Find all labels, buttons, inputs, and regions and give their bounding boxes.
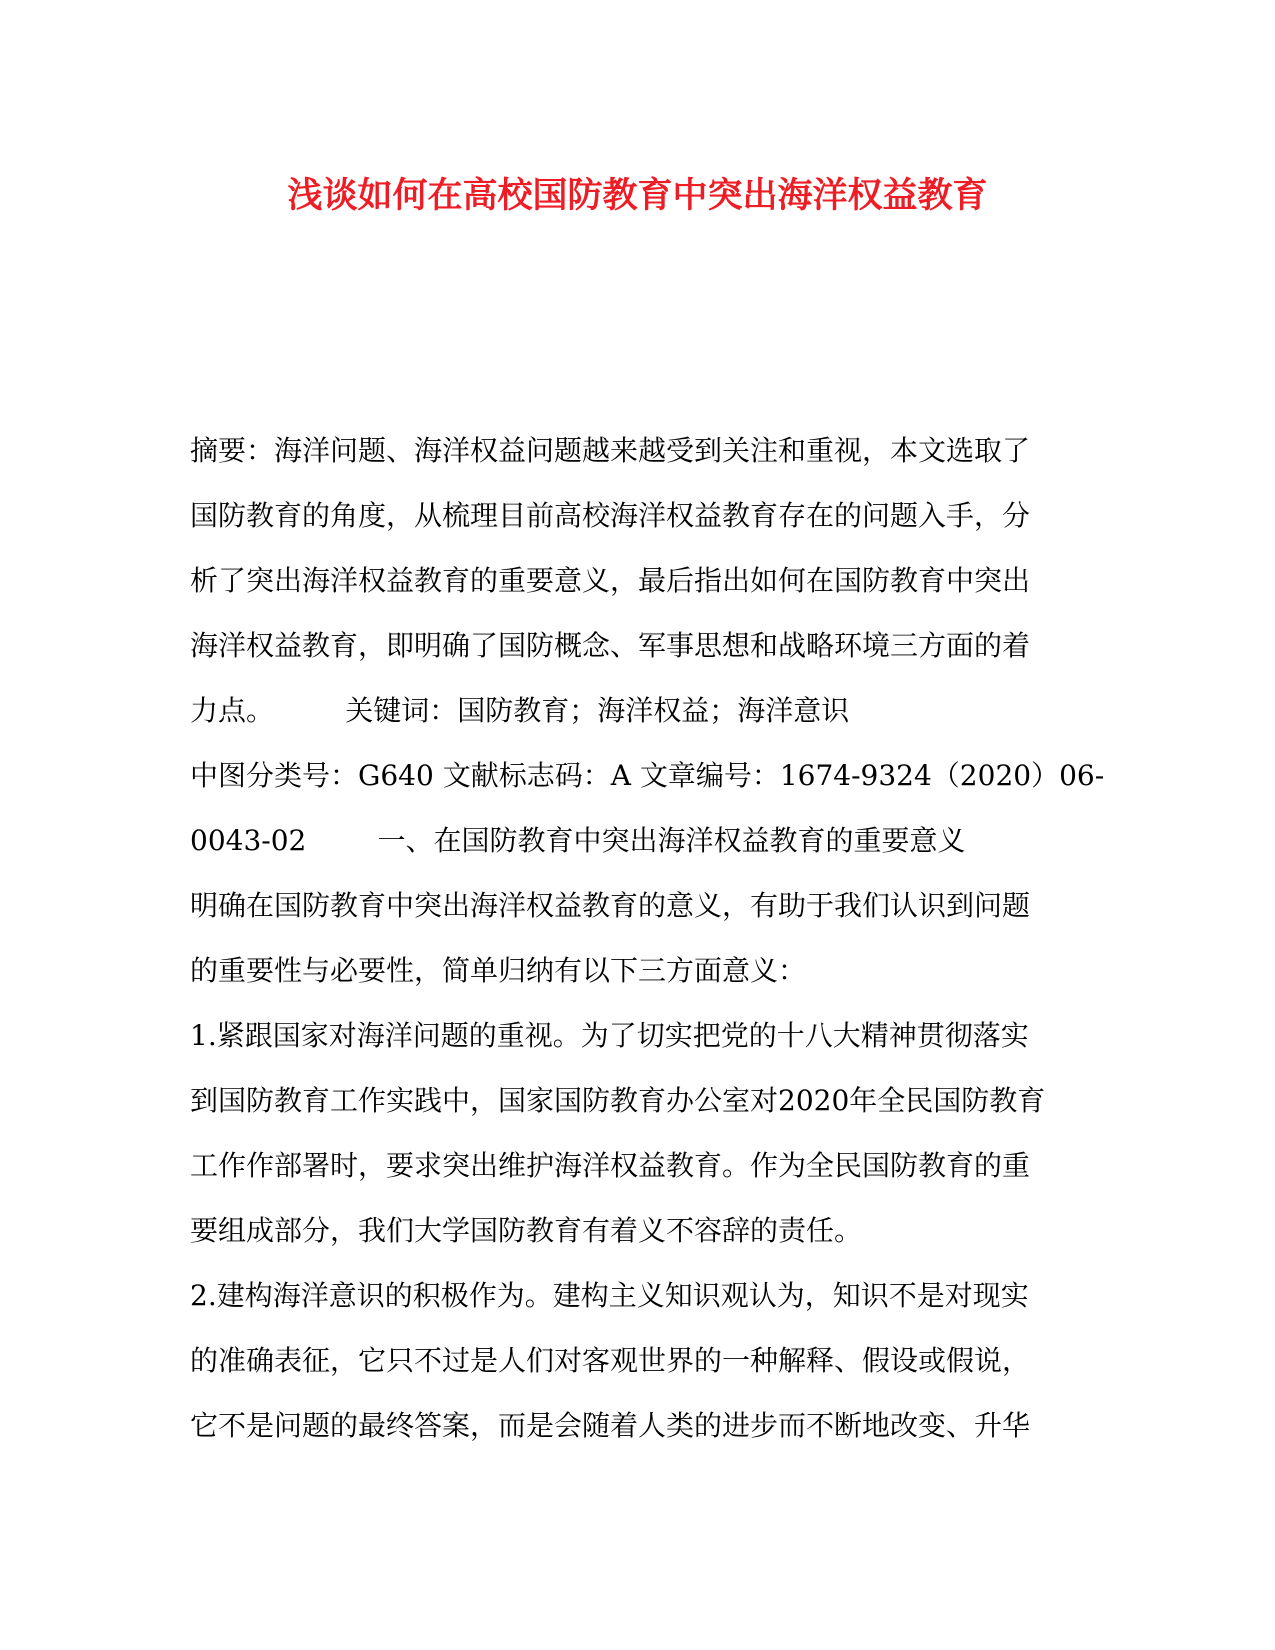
body-line: 力点。 关键词：国防教育；海洋权益；海洋意识 [190,694,850,727]
body-line: 的重要性与必要性，简单归纳有以下三方面意义： [190,954,807,987]
body-line: 到国防教育工作实践中，国家国防教育办公室对2020年全民国防教育 [190,1084,1046,1117]
body-line: 2.建构海洋意识的积极作为。建构主义知识观认为，知识不是对现实 [190,1279,1029,1312]
body-line: 0043-02 一、在国防教育中突出海洋权益教育的重要意义 [190,824,966,857]
document-body [190,418,1105,1458]
body-line: 它不是问题的最终答案，而是会随着人类的进步而不断地改变、升华 [190,1409,1031,1442]
body-line: 明确在国防教育中突出海洋权益教育的意义，有助于我们认识到问题 [190,889,1031,922]
body-line: 国防教育的角度，从梳理目前高校海洋权益教育存在的问题入手，分 [190,499,1031,532]
body-line: 的准确表征，它只不过是人们对客观世界的一种解释、假设或假说， [190,1344,1031,1377]
body-line: 工作作部署时，要求突出维护海洋权益教育。作为全民国防教育的重 [190,1149,1031,1182]
body-line: 海洋权益教育，即明确了国防概念、军事思想和战略环境三方面的着 [190,629,1031,662]
body-line: 摘要：海洋问题、海洋权益问题越来越受到关注和重视，本文选取了 [190,434,1031,467]
body-line: 析了突出海洋权益教育的重要意义，最后指出如何在国防教育中突出 [190,564,1031,597]
body-line: 中图分类号：G640 文献标志码：A 文章编号：1674-9324（2020）06- [190,759,1105,792]
document-title: 浅谈如何在高校国防教育中突出海洋权益教育 [287,175,988,216]
body-line: 1.紧跟国家对海洋问题的重视。为了切实把党的十八大精神贯彻落实 [190,1019,1029,1052]
body-line: 要组成部分，我们大学国防教育有着义不容辞的责任。 [190,1214,863,1247]
